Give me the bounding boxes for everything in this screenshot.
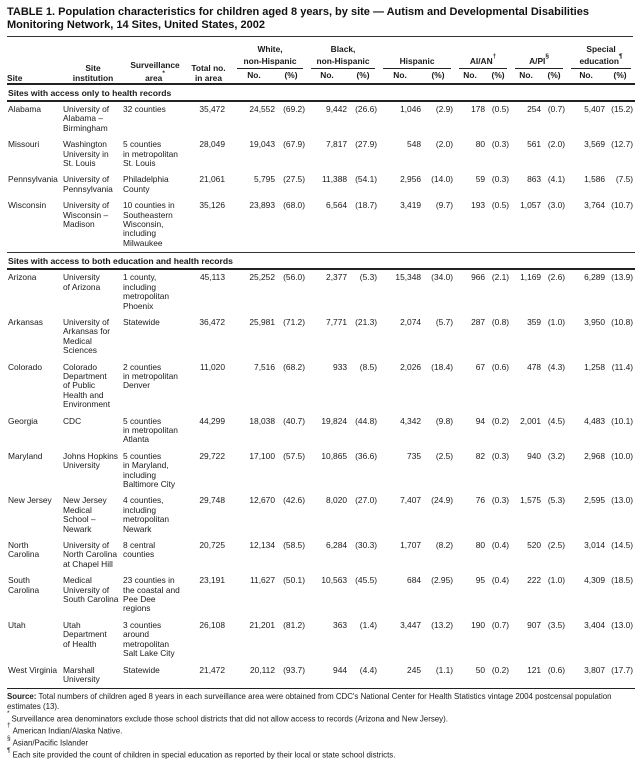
table-row bbox=[7, 449, 635, 494]
cell-black-no: 10,865 bbox=[321, 450, 348, 461]
cell-institution: Colorado Department of Public Health and Environment bbox=[63, 361, 111, 410]
cell-hispanic-pct: (9.8) bbox=[435, 415, 454, 426]
cell-institution: Washington University in St. Louis bbox=[63, 139, 109, 169]
cell-aian-no: 67 bbox=[475, 361, 486, 372]
cell-hispanic-pct: (34.0) bbox=[431, 272, 454, 283]
footnote bbox=[7, 724, 633, 736]
cell-api-no: 940 bbox=[527, 450, 542, 461]
group-label-black: Black, non-Hispanic bbox=[316, 44, 370, 67]
cell-sped-no: 3,764 bbox=[584, 200, 606, 211]
cell-total-no: 35,126 bbox=[199, 200, 225, 211]
cell-api-no: 222 bbox=[527, 575, 542, 586]
cell-api-no: 2,001 bbox=[520, 415, 542, 426]
cell-sped-no: 3,569 bbox=[584, 139, 606, 150]
cell-aian-pct: (0.5) bbox=[491, 104, 510, 115]
footnote-source bbox=[7, 692, 633, 711]
cell-black-no: 8,020 bbox=[326, 495, 348, 506]
cell-sped-no: 6,289 bbox=[584, 272, 606, 283]
cell-surveillance-area: Philadelphia County bbox=[123, 174, 169, 194]
table-row bbox=[7, 198, 635, 253]
footnote bbox=[7, 712, 633, 724]
cell-hispanic-no: 1,707 bbox=[400, 540, 422, 551]
cell-white-pct: (50.1) bbox=[283, 575, 306, 586]
cell-site: Maryland bbox=[8, 450, 43, 461]
cell-black-pct: (8.5) bbox=[359, 361, 378, 372]
cell-aian-pct: (0.7) bbox=[491, 619, 510, 630]
cell-white-no: 25,252 bbox=[249, 272, 275, 283]
cell-black-pct: (27.9) bbox=[355, 139, 378, 150]
cell-aian-no: 178 bbox=[471, 104, 486, 115]
cell-sped-pct: (12.7) bbox=[611, 139, 634, 150]
cell-sped-pct: (11.4) bbox=[611, 361, 634, 372]
cell-aian-pct: (0.8) bbox=[491, 316, 510, 327]
section-heading-health-only bbox=[7, 84, 635, 101]
cell-sped-no: 3,950 bbox=[584, 316, 606, 327]
cell-black-pct: (30.3) bbox=[355, 540, 378, 551]
cell-institution: CDC bbox=[63, 415, 82, 426]
cell-site: Arizona bbox=[8, 272, 37, 283]
cell-black-pct: (1.4) bbox=[359, 619, 378, 630]
footnotes-block bbox=[7, 692, 633, 760]
cell-white-pct: (69.2) bbox=[283, 104, 306, 115]
cell-sped-no: 1,258 bbox=[584, 361, 606, 372]
cell-site: Georgia bbox=[8, 415, 38, 426]
col-header-institution: Site institution bbox=[72, 63, 114, 83]
cell-white-no: 21,201 bbox=[249, 619, 275, 630]
cell-white-pct: (27.5) bbox=[283, 174, 306, 185]
cell-white-no: 20,112 bbox=[250, 664, 275, 675]
subheader-aian-pct: (%) bbox=[491, 69, 505, 80]
cell-hispanic-pct: (18.4) bbox=[431, 361, 454, 372]
cell-sped-no: 2,595 bbox=[584, 495, 606, 506]
cell-black-no: 19,824 bbox=[321, 415, 348, 426]
cell-site: Alabama bbox=[8, 104, 42, 115]
cell-sped-pct: (10.1) bbox=[611, 415, 634, 426]
cell-surveillance-area: 5 counties in metropolitan St. Louis bbox=[123, 139, 178, 169]
cell-hispanic-no: 1,046 bbox=[400, 104, 422, 115]
cell-aian-no: 76 bbox=[475, 495, 486, 506]
table-row bbox=[7, 360, 635, 414]
cell-total-no: 23,191 bbox=[199, 575, 225, 586]
cell-aian-no: 287 bbox=[471, 316, 486, 327]
cell-white-no: 5,795 bbox=[254, 174, 275, 185]
cell-white-no: 18,038 bbox=[249, 415, 275, 426]
cell-white-pct: (57.5) bbox=[283, 450, 306, 461]
cell-site: Utah bbox=[8, 619, 26, 630]
cell-api-no: 1,169 bbox=[520, 272, 542, 283]
cell-site: Wisconsin bbox=[8, 200, 47, 211]
table-row bbox=[7, 101, 635, 137]
cell-api-no: 1,575 bbox=[520, 495, 542, 506]
table-row bbox=[7, 137, 635, 172]
group-label-api: A/PI bbox=[529, 56, 546, 67]
cell-sped-pct: (10.8) bbox=[611, 316, 634, 327]
cell-white-pct: (81.2) bbox=[283, 619, 306, 630]
footnote-symbol: § bbox=[7, 734, 11, 742]
cell-black-no: 7,817 bbox=[326, 139, 348, 150]
cell-sped-no: 2,968 bbox=[584, 450, 606, 461]
cell-black-pct: (4.4) bbox=[359, 664, 378, 675]
cell-white-no: 7,516 bbox=[254, 361, 275, 372]
footnote-text: Asian/Pacific Islander bbox=[12, 738, 89, 748]
subheader-white-no: No. bbox=[247, 69, 261, 80]
cell-total-no: 29,748 bbox=[199, 495, 225, 506]
cell-aian-no: 82 bbox=[475, 450, 486, 461]
col-group-special-education bbox=[567, 39, 635, 69]
cell-black-no: 9,442 bbox=[326, 104, 348, 115]
cell-hispanic-pct: (5.7) bbox=[435, 316, 454, 327]
cell-sped-pct: (15.2) bbox=[611, 104, 634, 115]
cell-sped-no: 3,014 bbox=[584, 540, 606, 551]
cell-api-pct: (4.5) bbox=[547, 415, 566, 426]
cell-aian-no: 193 bbox=[471, 200, 486, 211]
table-row bbox=[7, 573, 635, 618]
cell-institution: Utah Department of Health bbox=[63, 619, 107, 649]
footnote-list bbox=[7, 712, 633, 760]
cell-total-no: 26,108 bbox=[199, 619, 225, 630]
footnote-symbol: † bbox=[7, 722, 11, 730]
cell-site: West Virginia bbox=[8, 664, 58, 675]
cell-api-pct: (0.7) bbox=[547, 104, 566, 115]
cell-sped-pct: (13.0) bbox=[611, 495, 634, 506]
cell-hispanic-no: 245 bbox=[407, 664, 422, 675]
cell-api-no: 907 bbox=[527, 619, 542, 630]
cell-aian-no: 80 bbox=[475, 139, 486, 150]
cell-aian-no: 94 bbox=[475, 415, 486, 426]
cell-site: Pennsylvania bbox=[8, 174, 58, 185]
cell-surveillance-area: 8 central counties bbox=[123, 540, 156, 560]
cell-total-no: 36,472 bbox=[199, 316, 225, 327]
cell-white-no: 12,134 bbox=[249, 540, 275, 551]
cell-hispanic-pct: (2.5) bbox=[435, 450, 454, 461]
cell-institution: University of Arizona bbox=[63, 272, 101, 292]
cell-aian-pct: (0.4) bbox=[491, 575, 510, 586]
cell-white-no: 24,552 bbox=[249, 104, 275, 115]
cell-api-pct: (2.0) bbox=[547, 139, 566, 150]
cell-hispanic-pct: (1.1) bbox=[435, 664, 454, 675]
cell-black-pct: (54.1) bbox=[355, 174, 378, 185]
footnote bbox=[7, 736, 633, 748]
cell-institution: University of North Carolina at Chapel Hill bbox=[63, 540, 117, 569]
area-header-label: Surveillance area bbox=[130, 60, 180, 83]
cell-total-no: 35,472 bbox=[199, 104, 225, 115]
cell-api-no: 520 bbox=[527, 540, 542, 551]
cell-sped-no: 3,404 bbox=[584, 619, 606, 630]
col-group-hispanic bbox=[379, 39, 455, 69]
cell-white-no: 12,670 bbox=[249, 495, 275, 506]
subheader-aian-no: No. bbox=[463, 69, 477, 80]
footnote-text: Surveillance area denominators exclude those school districts that did not allow access to records (Arizona and New Jersey). bbox=[11, 714, 448, 724]
cell-surveillance-area: 10 counties in Southeastern Wisconsin, including Milwaukee bbox=[123, 200, 175, 248]
area-footnote-marker: * bbox=[162, 69, 165, 77]
cell-black-pct: (27.0) bbox=[355, 495, 378, 506]
cell-api-no: 359 bbox=[527, 316, 542, 327]
cell-total-no: 20,725 bbox=[199, 540, 225, 551]
cell-aian-no: 59 bbox=[475, 174, 486, 185]
cell-white-no: 19,043 bbox=[249, 139, 275, 150]
cell-hispanic-pct: (2.9) bbox=[435, 104, 454, 115]
cell-black-no: 11,388 bbox=[322, 174, 348, 185]
cell-sped-no: 1,586 bbox=[584, 174, 606, 185]
table-row bbox=[7, 172, 635, 198]
cell-hispanic-pct: (24.9) bbox=[431, 495, 454, 506]
cell-surveillance-area: 23 counties in the coastal and Pee Dee regions bbox=[123, 575, 180, 614]
cell-site: New Jersey bbox=[8, 495, 52, 506]
cell-black-no: 363 bbox=[333, 619, 348, 630]
table-header bbox=[7, 39, 635, 84]
cell-sped-no: 4,483 bbox=[584, 415, 606, 426]
cell-surveillance-area: 5 counties in Maryland, including Baltimore City bbox=[123, 450, 176, 490]
cell-hispanic-no: 15,348 bbox=[395, 272, 422, 283]
table-row bbox=[7, 538, 635, 573]
cell-black-pct: (36.6) bbox=[355, 450, 378, 461]
cell-institution: University of Pennsylvania bbox=[63, 174, 113, 194]
cell-total-no: 11,020 bbox=[200, 361, 225, 372]
cell-sped-no: 4,309 bbox=[584, 575, 606, 586]
table-row bbox=[7, 663, 635, 689]
cell-hispanic-no: 3,419 bbox=[400, 200, 422, 211]
cell-aian-pct: (0.3) bbox=[491, 139, 510, 150]
table-row bbox=[7, 269, 635, 315]
cell-sped-pct: (17.7) bbox=[611, 664, 634, 675]
cell-api-pct: (1.0) bbox=[547, 316, 566, 327]
cell-surveillance-area: 32 counties bbox=[123, 104, 166, 115]
cell-aian-pct: (0.4) bbox=[491, 540, 510, 551]
cell-aian-pct: (2.1) bbox=[491, 272, 510, 283]
cell-hispanic-pct: (9.7) bbox=[435, 200, 454, 211]
cell-api-pct: (1.0) bbox=[547, 575, 566, 586]
cell-black-no: 6,284 bbox=[326, 540, 348, 551]
cell-api-no: 1,057 bbox=[520, 200, 542, 211]
subheader-hispanic-no: No. bbox=[393, 69, 407, 80]
footnote-text: American Indian/Alaska Native. bbox=[12, 726, 123, 736]
cell-black-pct: (45.5) bbox=[355, 575, 378, 586]
col-header-site: Site bbox=[7, 72, 23, 83]
cell-black-no: 7,771 bbox=[326, 316, 348, 327]
col-group-white bbox=[233, 39, 307, 69]
cell-white-no: 11,627 bbox=[250, 575, 275, 586]
population-table bbox=[7, 39, 635, 689]
col-header-area bbox=[123, 39, 187, 84]
cell-hispanic-no: 2,074 bbox=[400, 316, 422, 327]
section-rows-education-and-health bbox=[7, 269, 635, 689]
cell-sped-pct: (13.0) bbox=[611, 619, 634, 630]
cell-sped-pct: (14.5) bbox=[611, 540, 634, 551]
section-rows-health-only bbox=[7, 101, 635, 253]
cell-surveillance-area: 1 county, including metropolitan Phoenix bbox=[123, 272, 170, 311]
cell-hispanic-pct: (14.0) bbox=[431, 174, 454, 185]
cell-api-pct: (3.5) bbox=[547, 619, 566, 630]
footnote-symbol: * bbox=[7, 710, 10, 718]
cell-institution: New Jersey Medical School – Newark bbox=[63, 495, 107, 534]
cell-black-pct: (5.3) bbox=[359, 272, 378, 283]
cell-hispanic-no: 3,447 bbox=[400, 619, 422, 630]
cell-api-pct: (2.6) bbox=[547, 272, 566, 283]
subheader-sped-pct: (%) bbox=[613, 69, 627, 80]
cell-black-pct: (44.8) bbox=[355, 415, 378, 426]
cell-api-no: 121 bbox=[527, 664, 542, 675]
special-education-footnote-marker: ¶ bbox=[619, 53, 623, 61]
cell-aian-pct: (0.2) bbox=[491, 415, 510, 426]
cell-hispanic-no: 548 bbox=[407, 139, 422, 150]
cell-surveillance-area: Statewide bbox=[123, 316, 160, 327]
subheader-black-no: No. bbox=[320, 69, 334, 80]
table-row bbox=[7, 493, 635, 538]
cell-total-no: 21,472 bbox=[199, 664, 225, 675]
cell-aian-no: 966 bbox=[471, 272, 486, 283]
footnote bbox=[7, 748, 633, 760]
cell-hispanic-pct: (2.0) bbox=[435, 139, 454, 150]
footnote-source-text: Total numbers of children aged 8 years in each surveillance area were obtained from CDC's National Center for Health Statistics vintage 2004 postcensal population estimates (13). bbox=[7, 692, 612, 711]
cell-white-pct: (71.2) bbox=[283, 316, 306, 327]
cell-hispanic-no: 2,956 bbox=[400, 174, 422, 185]
section-heading-label: Sites with access only to health records bbox=[8, 88, 172, 99]
cell-hispanic-no: 684 bbox=[407, 575, 422, 586]
cell-total-no: 28,049 bbox=[199, 139, 225, 150]
footnote-symbol: ¶ bbox=[7, 746, 11, 754]
cell-white-no: 25,981 bbox=[249, 316, 275, 327]
cell-aian-no: 95 bbox=[475, 575, 486, 586]
cell-hispanic-no: 4,342 bbox=[400, 415, 422, 426]
cell-api-pct: (3.0) bbox=[547, 200, 566, 211]
cell-api-no: 863 bbox=[527, 174, 542, 185]
cell-site: Colorado bbox=[8, 361, 42, 372]
cell-white-pct: (56.0) bbox=[283, 272, 306, 283]
cell-aian-pct: (0.3) bbox=[491, 174, 510, 185]
cell-hispanic-no: 2,026 bbox=[400, 361, 422, 372]
cell-institution: University of Alabama – Birmingham bbox=[63, 104, 110, 133]
subheader-api-no: No. bbox=[519, 69, 533, 80]
cell-black-no: 10,563 bbox=[321, 575, 348, 586]
cell-aian-pct: (0.3) bbox=[491, 495, 510, 506]
cell-surveillance-area: 5 counties in metropolitan Atlanta bbox=[123, 415, 178, 445]
cell-institution: Medical University of South Carolina bbox=[63, 575, 119, 605]
cell-site: South Carolina bbox=[8, 575, 40, 595]
cell-sped-pct: (10.7) bbox=[611, 200, 634, 211]
cell-institution: University of Arkansas for Medical Sciences bbox=[63, 316, 111, 356]
cell-sped-no: 3,807 bbox=[584, 664, 606, 675]
subheader-white-pct: (%) bbox=[284, 69, 298, 80]
subheader-hispanic-pct: (%) bbox=[431, 69, 445, 80]
cell-black-no: 6,564 bbox=[326, 200, 348, 211]
group-label-aian: AI/AN bbox=[469, 56, 493, 67]
cell-institution: Marshall University bbox=[63, 664, 100, 684]
col-group-black bbox=[307, 39, 379, 69]
group-header-row bbox=[7, 39, 635, 69]
api-footnote-marker: § bbox=[545, 53, 550, 61]
cell-api-pct: (5.3) bbox=[547, 495, 566, 506]
table-row bbox=[7, 315, 635, 360]
cell-site: Arkansas bbox=[8, 316, 43, 327]
group-label-hispanic: Hispanic bbox=[399, 56, 435, 67]
cell-hispanic-no: 735 bbox=[407, 450, 422, 461]
cell-api-no: 561 bbox=[527, 139, 542, 150]
cell-black-pct: (26.6) bbox=[355, 104, 378, 115]
cell-total-no: 29,722 bbox=[199, 450, 225, 461]
cell-aian-no: 50 bbox=[475, 664, 486, 675]
cell-white-pct: (42.6) bbox=[283, 495, 306, 506]
cell-surveillance-area: Statewide bbox=[123, 664, 160, 675]
aian-footnote-marker: † bbox=[492, 53, 497, 61]
cell-hispanic-no: 7,407 bbox=[400, 495, 422, 506]
group-label-special-education: Special education bbox=[579, 44, 620, 67]
subheader-black-pct: (%) bbox=[356, 69, 370, 80]
cell-api-pct: (4.3) bbox=[547, 361, 566, 372]
table-title: TABLE 1. Population characteristics for children aged 8 years, by site — Autism and Developmental Disabilities Monitoring Network, 14 Sites, United States, 2002 bbox=[7, 6, 633, 37]
cell-total-no: 21,061 bbox=[199, 174, 225, 185]
cell-api-no: 478 bbox=[527, 361, 542, 372]
cell-white-pct: (58.5) bbox=[283, 540, 306, 551]
cell-white-pct: (40.7) bbox=[283, 415, 306, 426]
cell-black-no: 2,377 bbox=[326, 272, 348, 283]
cell-api-pct: (4.1) bbox=[547, 174, 566, 185]
section-heading-label: Sites with access to both education and health records bbox=[8, 256, 233, 267]
cell-site: Missouri bbox=[8, 139, 40, 150]
cell-aian-no: 80 bbox=[475, 540, 486, 551]
cell-sped-pct: (13.9) bbox=[611, 272, 634, 283]
cell-institution: Johns Hopkins University bbox=[63, 450, 118, 471]
cell-white-pct: (68.0) bbox=[283, 200, 306, 211]
cell-api-pct: (2.5) bbox=[547, 540, 566, 551]
cell-white-pct: (68.2) bbox=[283, 361, 306, 372]
cell-api-pct: (3.2) bbox=[547, 450, 566, 461]
cell-total-no: 44,299 bbox=[199, 415, 225, 426]
table-row bbox=[7, 618, 635, 663]
cell-white-pct: (93.7) bbox=[283, 664, 306, 675]
cell-aian-pct: (0.2) bbox=[491, 664, 510, 675]
cell-black-pct: (21.3) bbox=[355, 316, 378, 327]
cell-black-no: 944 bbox=[333, 664, 348, 675]
cell-aian-no: 190 bbox=[471, 619, 486, 630]
footnote-text: Each site provided the count of children in special education as reported by their local or state school districts. bbox=[12, 750, 396, 760]
cell-hispanic-pct: (8.2) bbox=[435, 540, 454, 551]
cell-sped-no: 5,407 bbox=[584, 104, 606, 115]
cell-hispanic-pct: (13.2) bbox=[431, 619, 454, 630]
cell-surveillance-area: 3 counties around metropolitan Salt Lake City bbox=[123, 619, 175, 659]
cell-black-no: 933 bbox=[333, 361, 348, 372]
section-heading-education-and-health bbox=[7, 253, 635, 270]
cell-hispanic-pct: (2.95) bbox=[431, 575, 454, 586]
cell-sped-pct: (7.5) bbox=[615, 174, 634, 185]
footnote-source-label: Source: bbox=[7, 692, 37, 702]
cell-site: North Carolina bbox=[8, 540, 40, 560]
cell-sped-pct: (18.5) bbox=[611, 575, 634, 586]
subheader-sped-no: No. bbox=[579, 69, 593, 80]
cell-aian-pct: (0.3) bbox=[491, 450, 510, 461]
col-group-api bbox=[511, 39, 567, 69]
cell-surveillance-area: 4 counties, including metropolitan Newark bbox=[123, 495, 170, 534]
cell-sped-pct: (10.0) bbox=[611, 450, 634, 461]
cell-aian-pct: (0.6) bbox=[491, 361, 510, 372]
cell-total-no: 45,113 bbox=[200, 272, 225, 283]
col-header-total: Total no. in area bbox=[191, 63, 226, 83]
cell-white-no: 23,893 bbox=[249, 200, 275, 211]
table-row bbox=[7, 414, 635, 449]
cell-white-pct: (67.9) bbox=[283, 139, 306, 150]
cell-surveillance-area: 2 counties in metropolitan Denver bbox=[123, 361, 178, 391]
subheader-api-pct: (%) bbox=[547, 69, 561, 80]
cell-white-no: 17,100 bbox=[249, 450, 275, 461]
cell-black-pct: (18.7) bbox=[355, 200, 378, 211]
cell-institution: University of Wisconsin – Madison bbox=[63, 200, 110, 230]
cell-api-pct: (0.6) bbox=[547, 664, 566, 675]
group-label-white: White, non-Hispanic bbox=[243, 44, 297, 67]
cell-api-no: 254 bbox=[527, 104, 542, 115]
col-group-aian bbox=[455, 39, 511, 69]
cell-aian-pct: (0.5) bbox=[491, 200, 510, 211]
